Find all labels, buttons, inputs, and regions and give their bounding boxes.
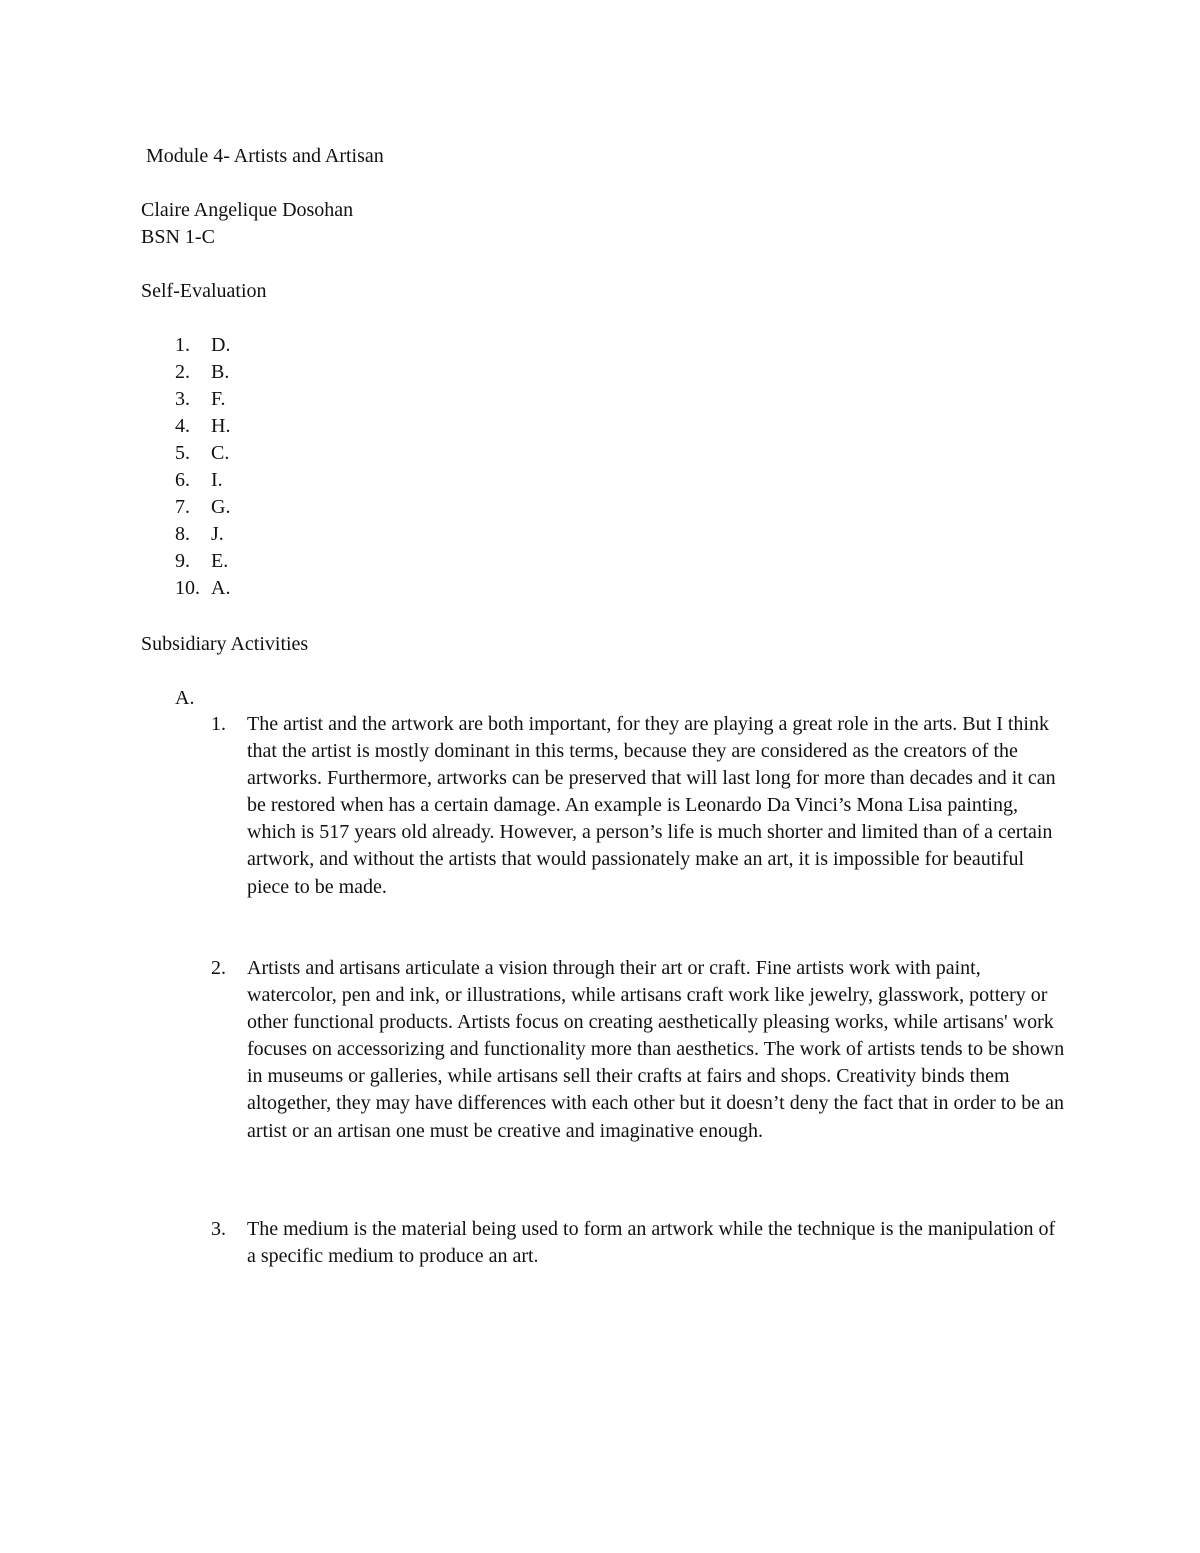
self-evaluation-heading: Self-Evaluation bbox=[141, 280, 267, 302]
answer-value: A. bbox=[211, 577, 231, 599]
answer-number: 1. bbox=[175, 334, 190, 356]
answer-number: 9. bbox=[175, 550, 190, 572]
answer-value: J. bbox=[211, 523, 224, 545]
answer-number: 5. bbox=[175, 442, 190, 464]
answer-value: H. bbox=[211, 415, 231, 437]
answer-number: 6. bbox=[175, 469, 190, 491]
class-section: BSN 1-C bbox=[141, 226, 215, 248]
answer-number: 2. bbox=[175, 361, 190, 383]
essay-item-text: Artists and artisans articulate a vision through their art or craft. Fine artists work with paint, watercolor, pen and ink, or illustrations, while artisans craft work like jewelry, glasswork, pottery or other functional products. Artists focus on creating aesthetically pleasing works, while artisans' work focuses on accessorizing and functionality more than aesthetics. The work of artists tends to be shown in museums or galleries, while artisans sell their crafts at fairs and shops. Creativity binds them altogether, they may have differences with each other but it doesn’t deny the fact that in order to be an artist or an artisan one must be creative and imaginative enough. bbox=[247, 957, 1065, 1142]
answer-number: 3. bbox=[175, 388, 190, 410]
answer-value: D. bbox=[211, 334, 231, 356]
subsidiary-activities-heading: Subsidiary Activities bbox=[141, 633, 309, 655]
document-title: Module 4- Artists and Artisan bbox=[146, 145, 384, 167]
answer-value: F. bbox=[211, 388, 226, 410]
author-name: Claire Angelique Dosohan bbox=[141, 199, 354, 221]
essay-item-number: 2. bbox=[211, 957, 226, 979]
answer-value: C. bbox=[211, 442, 230, 464]
essay-item-text: The medium is the material being used to form an artwork while the technique is the manipulation of a specific medium to produce an art. bbox=[247, 1218, 1056, 1268]
essay-item-number: 1. bbox=[211, 713, 226, 735]
answer-value: E. bbox=[211, 550, 229, 572]
answer-number: 8. bbox=[175, 523, 190, 545]
answer-number: 4. bbox=[175, 415, 190, 437]
answer-value: I. bbox=[211, 469, 223, 491]
essay-item-number: 3. bbox=[211, 1218, 226, 1240]
answer-number: 7. bbox=[175, 496, 190, 518]
part-label: A. bbox=[175, 687, 195, 709]
answer-value: B. bbox=[211, 361, 230, 383]
answer-number: 10. bbox=[175, 577, 200, 599]
answer-value: G. bbox=[211, 496, 231, 518]
essay-item-text: The artist and the artwork are both important, for they are playing a great role in the arts. But I think that the artist is mostly dominant in this terms, because they are considered as the creators of the artworks. Furthermore, artworks can be preserved that will last long for more than decades and it can be restored when has a certain damage. An example is Leonardo Da Vinci’s Mona Lisa painting, which is 517 years old already. However, a person’s life is much shorter and limited than of a certain artwork, and without the artists that would passionately make an art, it is impossible for beautiful piece to be made. bbox=[247, 713, 1056, 898]
